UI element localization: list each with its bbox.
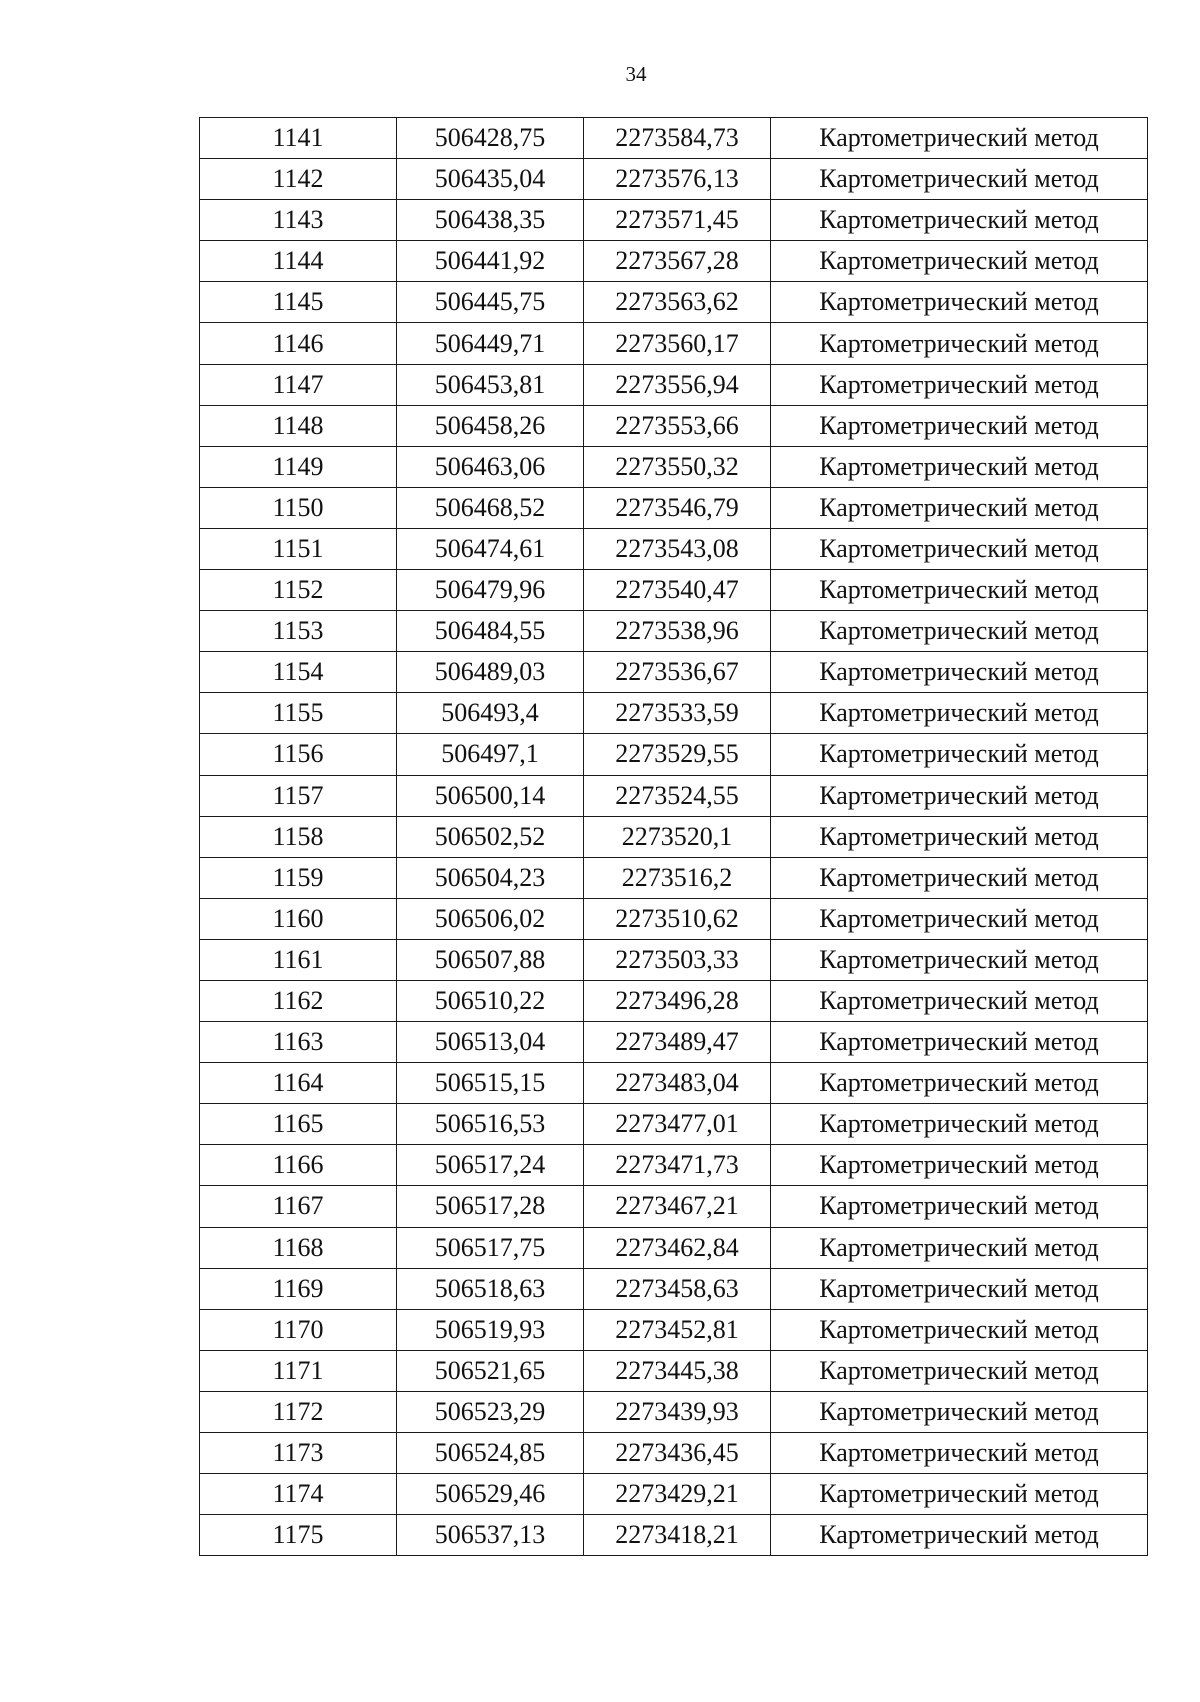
y-coordinate-cell: 2273503,33: [584, 939, 771, 980]
point-number-cell: 1167: [200, 1186, 397, 1227]
x-coordinate-cell: 506537,13: [397, 1515, 584, 1556]
point-number-cell: 1174: [200, 1474, 397, 1515]
y-coordinate-cell: 2273538,96: [584, 611, 771, 652]
method-cell: Картометрический метод: [771, 405, 1148, 446]
y-coordinate-cell: 2273540,47: [584, 570, 771, 611]
x-coordinate-cell: 506504,23: [397, 857, 584, 898]
table-row: [200, 1350, 1148, 1391]
y-coordinate-cell: 2273452,81: [584, 1309, 771, 1350]
table-row: [200, 200, 1148, 241]
y-coordinate-cell: 2273529,55: [584, 734, 771, 775]
coordinates-table: [199, 117, 1148, 1556]
table-row: [200, 734, 1148, 775]
method-cell: Картометрический метод: [771, 734, 1148, 775]
y-coordinate-cell: 2273584,73: [584, 118, 771, 159]
point-number-cell: 1158: [200, 816, 397, 857]
x-coordinate-cell: 506502,52: [397, 816, 584, 857]
x-coordinate-cell: 506489,03: [397, 652, 584, 693]
method-cell: Картометрический метод: [771, 898, 1148, 939]
table-row: [200, 241, 1148, 282]
method-cell: Картометрический метод: [771, 364, 1148, 405]
y-coordinate-cell: 2273524,55: [584, 775, 771, 816]
method-cell: Картометрический метод: [771, 323, 1148, 364]
point-number-cell: 1161: [200, 939, 397, 980]
point-number-cell: 1166: [200, 1145, 397, 1186]
x-coordinate-cell: 506463,06: [397, 446, 584, 487]
point-number-cell: 1153: [200, 611, 397, 652]
point-number-cell: 1151: [200, 528, 397, 569]
point-number-cell: 1175: [200, 1515, 397, 1556]
table-row: [200, 652, 1148, 693]
method-cell: Картометрический метод: [771, 693, 1148, 734]
table-row: [200, 364, 1148, 405]
x-coordinate-cell: 506445,75: [397, 282, 584, 323]
table-row: [200, 159, 1148, 200]
point-number-cell: 1143: [200, 200, 397, 241]
point-number-cell: 1154: [200, 652, 397, 693]
x-coordinate-cell: 506438,35: [397, 200, 584, 241]
y-coordinate-cell: 2273576,13: [584, 159, 771, 200]
y-coordinate-cell: 2273560,17: [584, 323, 771, 364]
table-row: [200, 1145, 1148, 1186]
method-cell: Картометрический метод: [771, 570, 1148, 611]
point-number-cell: 1172: [200, 1391, 397, 1432]
table-row: [200, 118, 1148, 159]
point-number-cell: 1165: [200, 1104, 397, 1145]
point-number-cell: 1152: [200, 570, 397, 611]
y-coordinate-cell: 2273458,63: [584, 1268, 771, 1309]
y-coordinate-cell: 2273462,84: [584, 1227, 771, 1268]
method-cell: Картометрический метод: [771, 282, 1148, 323]
method-cell: Картометрический метод: [771, 159, 1148, 200]
x-coordinate-cell: 506435,04: [397, 159, 584, 200]
y-coordinate-cell: 2273471,73: [584, 1145, 771, 1186]
x-coordinate-cell: 506517,75: [397, 1227, 584, 1268]
point-number-cell: 1147: [200, 364, 397, 405]
method-cell: Картометрический метод: [771, 1350, 1148, 1391]
y-coordinate-cell: 2273477,01: [584, 1104, 771, 1145]
point-number-cell: 1146: [200, 323, 397, 364]
point-number-cell: 1156: [200, 734, 397, 775]
point-number-cell: 1155: [200, 693, 397, 734]
method-cell: Картометрический метод: [771, 775, 1148, 816]
method-cell: Картометрический метод: [771, 1433, 1148, 1474]
x-coordinate-cell: 506500,14: [397, 775, 584, 816]
point-number-cell: 1148: [200, 405, 397, 446]
table-row: [200, 323, 1148, 364]
y-coordinate-cell: 2273439,93: [584, 1391, 771, 1432]
method-cell: Картометрический метод: [771, 611, 1148, 652]
x-coordinate-cell: 506510,22: [397, 980, 584, 1021]
table-row: [200, 1309, 1148, 1350]
table-row: [200, 1515, 1148, 1556]
x-coordinate-cell: 506516,53: [397, 1104, 584, 1145]
point-number-cell: 1173: [200, 1433, 397, 1474]
table-row: [200, 487, 1148, 528]
y-coordinate-cell: 2273520,1: [584, 816, 771, 857]
method-cell: Картометрический метод: [771, 1063, 1148, 1104]
table-row: [200, 405, 1148, 446]
point-number-cell: 1159: [200, 857, 397, 898]
x-coordinate-cell: 506523,29: [397, 1391, 584, 1432]
point-number-cell: 1162: [200, 980, 397, 1021]
x-coordinate-cell: 506497,1: [397, 734, 584, 775]
table-row: [200, 446, 1148, 487]
point-number-cell: 1160: [200, 898, 397, 939]
point-number-cell: 1142: [200, 159, 397, 200]
x-coordinate-cell: 506517,24: [397, 1145, 584, 1186]
x-coordinate-cell: 506428,75: [397, 118, 584, 159]
method-cell: Картометрический метод: [771, 1309, 1148, 1350]
y-coordinate-cell: 2273543,08: [584, 528, 771, 569]
method-cell: Картометрический метод: [771, 1515, 1148, 1556]
method-cell: Картометрический метод: [771, 446, 1148, 487]
point-number-cell: 1149: [200, 446, 397, 487]
point-number-cell: 1170: [200, 1309, 397, 1350]
method-cell: Картометрический метод: [771, 652, 1148, 693]
x-coordinate-cell: 506519,93: [397, 1309, 584, 1350]
table-row: [200, 898, 1148, 939]
y-coordinate-cell: 2273418,21: [584, 1515, 771, 1556]
x-coordinate-cell: 506524,85: [397, 1433, 584, 1474]
y-coordinate-cell: 2273445,38: [584, 1350, 771, 1391]
table-row: [200, 282, 1148, 323]
method-cell: Картометрический метод: [771, 1227, 1148, 1268]
y-coordinate-cell: 2273567,28: [584, 241, 771, 282]
y-coordinate-cell: 2273510,62: [584, 898, 771, 939]
y-coordinate-cell: 2273556,94: [584, 364, 771, 405]
method-cell: Картометрический метод: [771, 1268, 1148, 1309]
y-coordinate-cell: 2273571,45: [584, 200, 771, 241]
method-cell: Картометрический метод: [771, 1391, 1148, 1432]
x-coordinate-cell: 506529,46: [397, 1474, 584, 1515]
point-number-cell: 1157: [200, 775, 397, 816]
table-row: [200, 980, 1148, 1021]
method-cell: Картометрический метод: [771, 1104, 1148, 1145]
point-number-cell: 1145: [200, 282, 397, 323]
y-coordinate-cell: 2273516,2: [584, 857, 771, 898]
point-number-cell: 1169: [200, 1268, 397, 1309]
y-coordinate-cell: 2273467,21: [584, 1186, 771, 1227]
method-cell: Картометрический метод: [771, 816, 1148, 857]
method-cell: Картометрический метод: [771, 1022, 1148, 1063]
method-cell: Картометрический метод: [771, 528, 1148, 569]
method-cell: Картометрический метод: [771, 1186, 1148, 1227]
y-coordinate-cell: 2273553,66: [584, 405, 771, 446]
table-row: [200, 528, 1148, 569]
y-coordinate-cell: 2273533,59: [584, 693, 771, 734]
x-coordinate-cell: 506468,52: [397, 487, 584, 528]
table-row: [200, 611, 1148, 652]
method-cell: Картометрический метод: [771, 118, 1148, 159]
table-row: [200, 1268, 1148, 1309]
point-number-cell: 1163: [200, 1022, 397, 1063]
x-coordinate-cell: 506506,02: [397, 898, 584, 939]
x-coordinate-cell: 506515,15: [397, 1063, 584, 1104]
method-cell: Картометрический метод: [771, 980, 1148, 1021]
y-coordinate-cell: 2273496,28: [584, 980, 771, 1021]
point-number-cell: 1171: [200, 1350, 397, 1391]
table-row: [200, 570, 1148, 611]
table-row: [200, 1227, 1148, 1268]
method-cell: Картометрический метод: [771, 939, 1148, 980]
point-number-cell: 1144: [200, 241, 397, 282]
point-number-cell: 1164: [200, 1063, 397, 1104]
y-coordinate-cell: 2273546,79: [584, 487, 771, 528]
x-coordinate-cell: 506507,88: [397, 939, 584, 980]
table-row: [200, 939, 1148, 980]
point-number-cell: 1141: [200, 118, 397, 159]
y-coordinate-cell: 2273536,67: [584, 652, 771, 693]
table-row: [200, 1022, 1148, 1063]
point-number-cell: 1150: [200, 487, 397, 528]
table-row: [200, 857, 1148, 898]
method-cell: Картометрический метод: [771, 1474, 1148, 1515]
method-cell: Картометрический метод: [771, 200, 1148, 241]
x-coordinate-cell: 506453,81: [397, 364, 584, 405]
x-coordinate-cell: 506458,26: [397, 405, 584, 446]
table-row: [200, 1186, 1148, 1227]
x-coordinate-cell: 506513,04: [397, 1022, 584, 1063]
point-number-cell: 1168: [200, 1227, 397, 1268]
y-coordinate-cell: 2273489,47: [584, 1022, 771, 1063]
method-cell: Картометрический метод: [771, 241, 1148, 282]
y-coordinate-cell: 2273436,45: [584, 1433, 771, 1474]
method-cell: Картометрический метод: [771, 487, 1148, 528]
x-coordinate-cell: 506441,92: [397, 241, 584, 282]
table-row: [200, 816, 1148, 857]
x-coordinate-cell: 506521,65: [397, 1350, 584, 1391]
table-row: [200, 1433, 1148, 1474]
table-row: [200, 693, 1148, 734]
page-number: 34: [625, 62, 647, 86]
table-row: [200, 1104, 1148, 1145]
x-coordinate-cell: 506479,96: [397, 570, 584, 611]
table-row: [200, 775, 1148, 816]
y-coordinate-cell: 2273550,32: [584, 446, 771, 487]
x-coordinate-cell: 506517,28: [397, 1186, 584, 1227]
method-cell: Картометрический метод: [771, 857, 1148, 898]
y-coordinate-cell: 2273563,62: [584, 282, 771, 323]
table-row: [200, 1474, 1148, 1515]
x-coordinate-cell: 506518,63: [397, 1268, 584, 1309]
x-coordinate-cell: 506493,4: [397, 693, 584, 734]
y-coordinate-cell: 2273483,04: [584, 1063, 771, 1104]
table-row: [200, 1063, 1148, 1104]
x-coordinate-cell: 506474,61: [397, 528, 584, 569]
y-coordinate-cell: 2273429,21: [584, 1474, 771, 1515]
table-row: [200, 1391, 1148, 1432]
x-coordinate-cell: 506449,71: [397, 323, 584, 364]
x-coordinate-cell: 506484,55: [397, 611, 584, 652]
method-cell: Картометрический метод: [771, 1145, 1148, 1186]
coordinates-table-body: [200, 118, 1148, 1556]
